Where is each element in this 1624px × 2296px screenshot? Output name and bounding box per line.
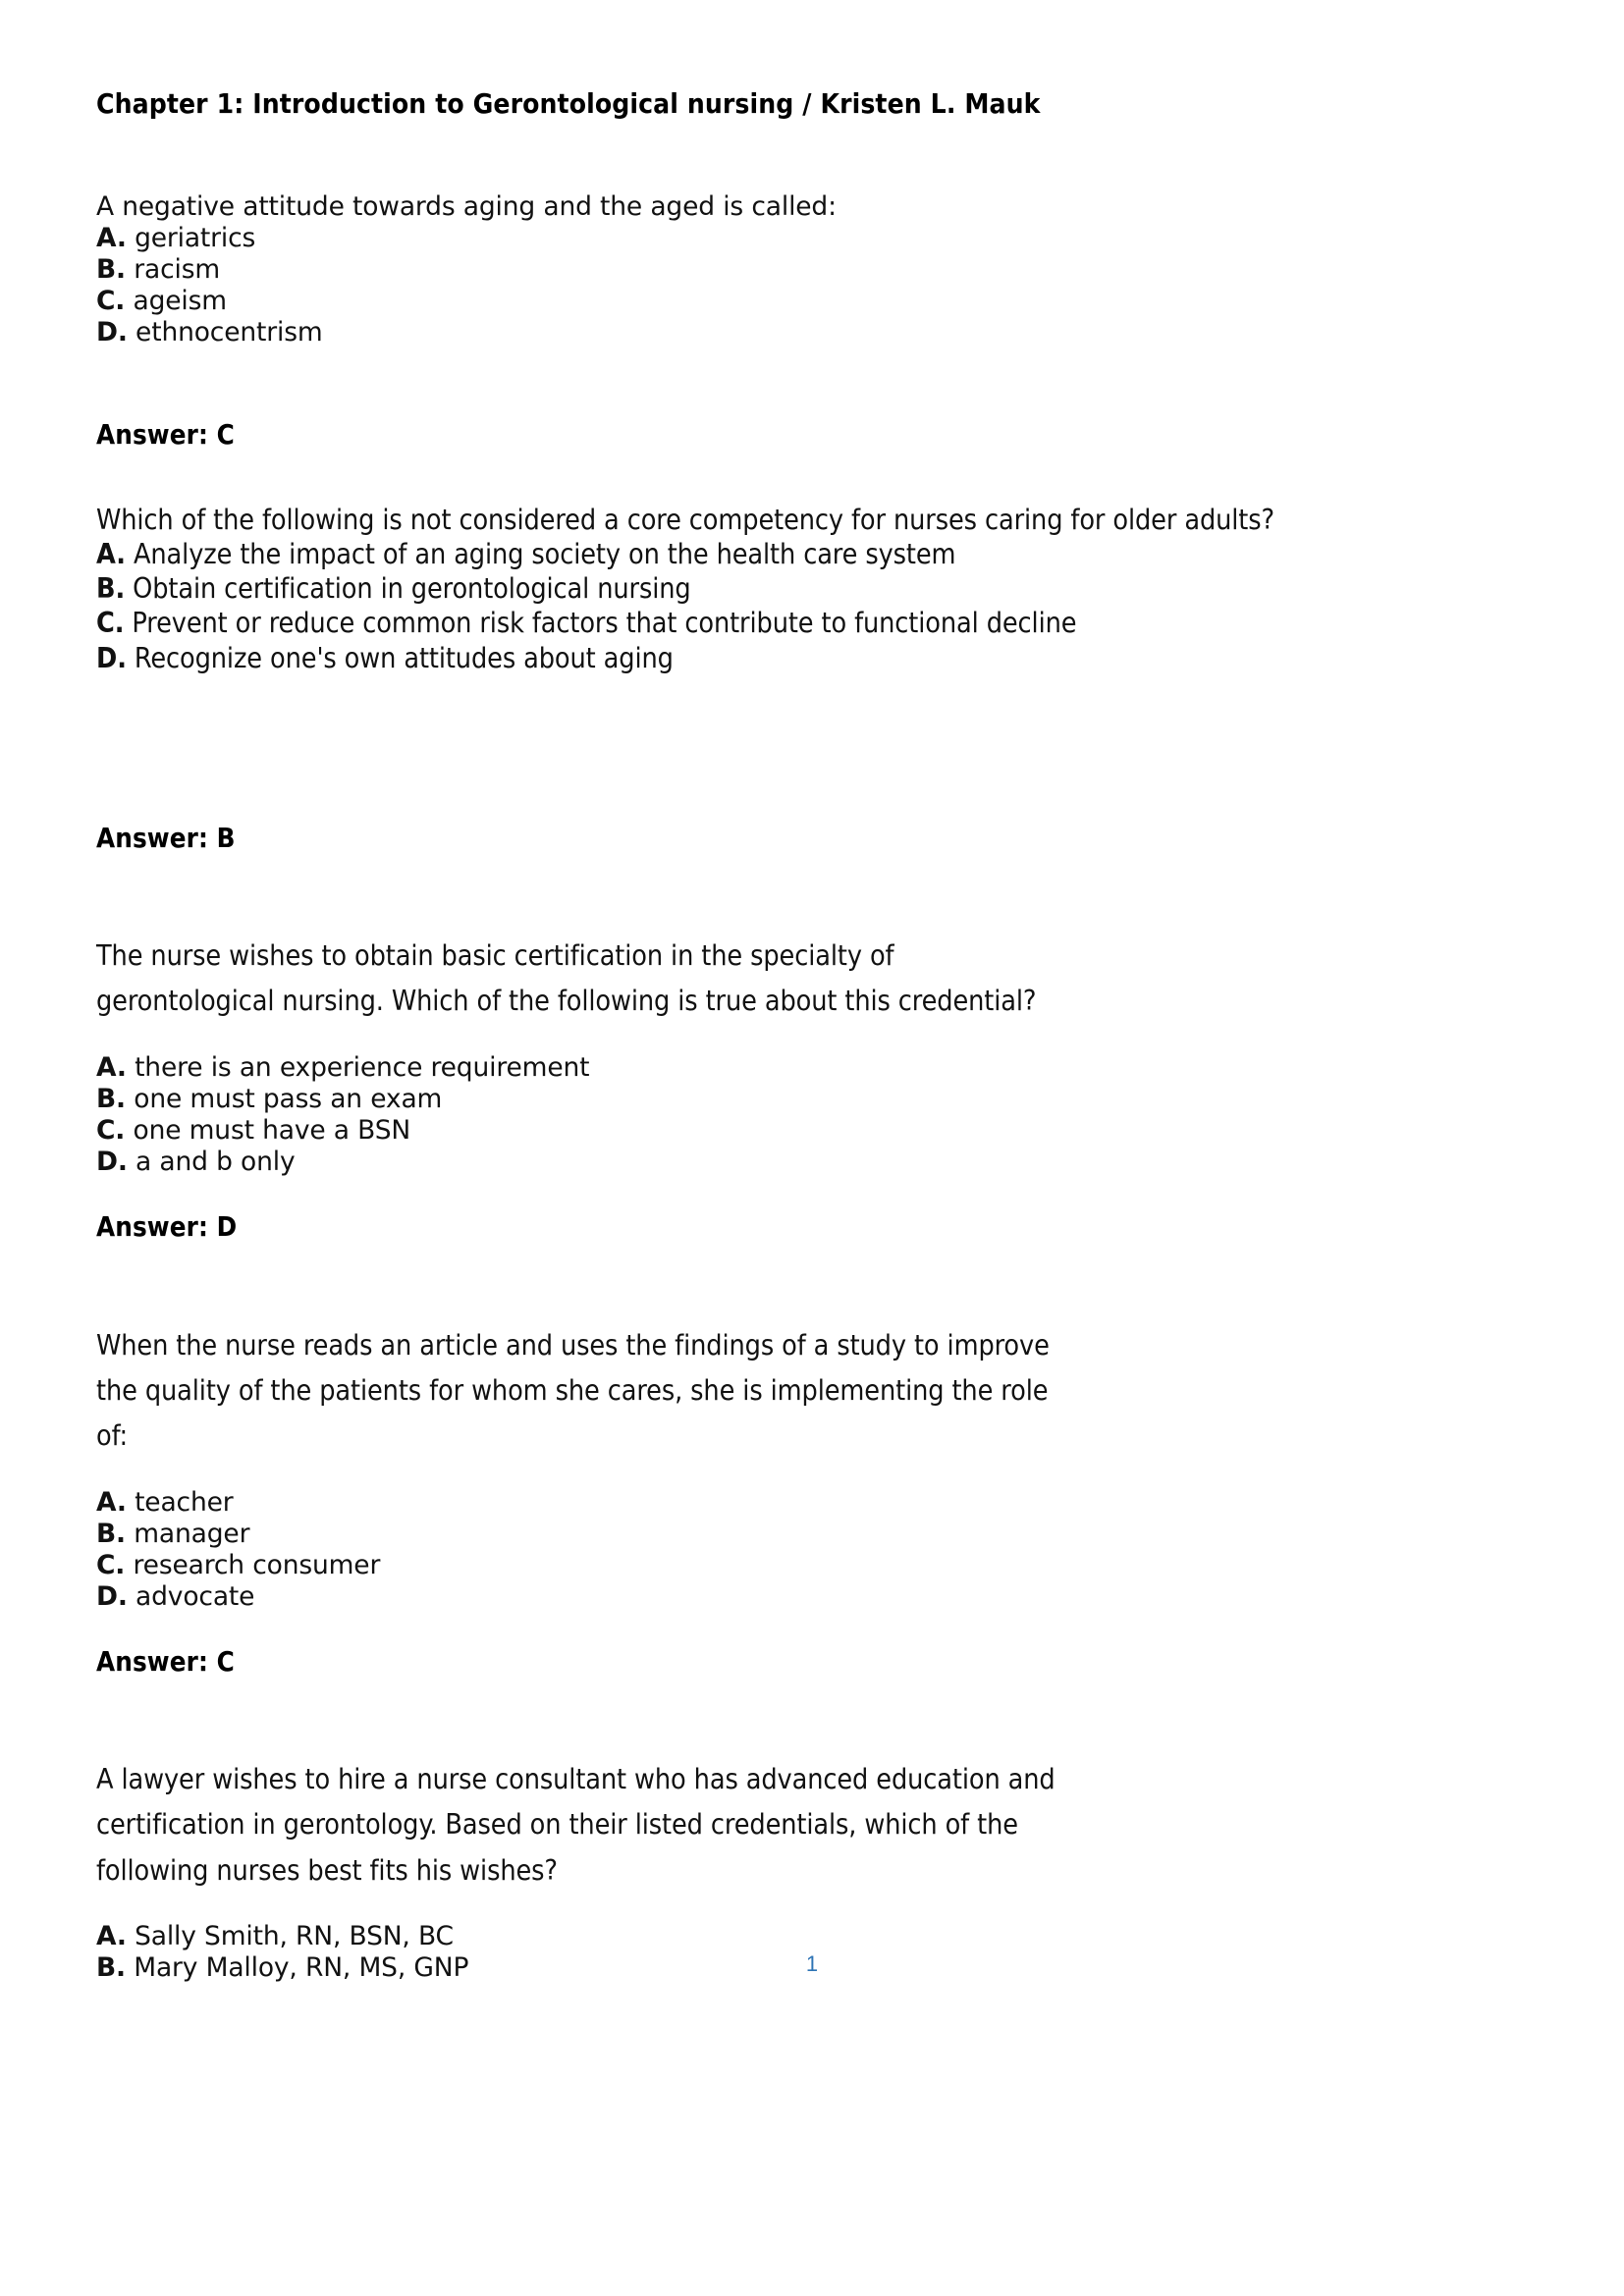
spacer	[96, 1679, 1534, 1730]
option-label: A.	[96, 1486, 127, 1518]
option-row	[96, 1921, 1534, 1952]
option-label: A.	[96, 1921, 127, 1952]
option-text: advocate	[135, 1580, 255, 1612]
option-list	[96, 1487, 1534, 1613]
option-label: C.	[96, 1114, 126, 1146]
page-number: 1	[805, 1951, 819, 1976]
option-text: Sally Smith, RN, BSN, BC	[135, 1921, 454, 1952]
option-label: A.	[96, 538, 126, 571]
option-label: C.	[96, 607, 125, 640]
spacer	[96, 675, 1534, 823]
option-row	[96, 254, 1534, 286]
question-stem: Which of the following is not considered a core competency for nurses caring for older adults?	[96, 504, 1275, 537]
question-block-3	[96, 934, 1534, 1178]
option-label: B.	[96, 254, 126, 286]
option-label: B.	[96, 1952, 126, 1984]
option-row	[96, 1115, 1534, 1147]
option-text: teacher	[135, 1486, 234, 1518]
question-stem: A lawyer wishes to hire a nurse consultant who has advanced education and certification in gerontology. Based on their listed credentials, which of the following nurses best fits his wishes?	[96, 1763, 1056, 1887]
option-label: A.	[96, 223, 127, 254]
option-text: Prevent or reduce common risk factors that contribute to functional decline	[132, 607, 1077, 640]
option-row	[96, 1550, 1534, 1581]
question-block-2	[96, 503, 1534, 674]
option-list	[96, 1052, 1534, 1178]
answer-line: Answer: B	[96, 822, 236, 854]
option-text: ageism	[133, 286, 227, 317]
option-label: D.	[96, 1580, 128, 1612]
option-label: D.	[96, 317, 128, 348]
option-label: C.	[96, 286, 126, 317]
option-row	[96, 317, 1534, 348]
option-row	[96, 1084, 1534, 1115]
option-row	[96, 1147, 1534, 1178]
spacer	[96, 121, 1534, 191]
question-block-1	[96, 191, 1534, 348]
option-label: A.	[96, 1051, 127, 1083]
option-row	[96, 223, 1534, 254]
option-row	[96, 1052, 1534, 1084]
option-text: research consumer	[133, 1549, 381, 1580]
option-text: one must have a BSN	[133, 1114, 411, 1146]
question-block-4	[96, 1323, 1534, 1613]
option-label: D.	[96, 1147, 128, 1178]
option-label: D.	[96, 641, 127, 674]
option-text: ethnocentrism	[135, 317, 323, 348]
answer-line: Answer: C	[96, 419, 235, 452]
option-text: racism	[134, 254, 221, 286]
option-text: manager	[134, 1518, 250, 1549]
question-stem: A negative attitude towards aging and the aged is called:	[96, 191, 837, 222]
option-text: Mary Malloy, RN, MS, GNP	[134, 1952, 469, 1984]
option-text: Recognize one's own attitudes about aging	[134, 641, 674, 674]
option-label: B.	[96, 572, 126, 606]
option-text: there is an experience requirement	[135, 1051, 590, 1083]
option-row	[96, 641, 1534, 675]
question-stem: When the nurse reads an article and uses the findings of a study to improve the quality of the patients for whom she cares, she is implementing the role of:	[96, 1328, 1050, 1452]
option-row	[96, 606, 1534, 640]
option-label: B.	[96, 1518, 126, 1549]
option-label: B.	[96, 1083, 126, 1114]
option-text: one must pass an exam	[134, 1083, 443, 1114]
option-row	[96, 537, 1534, 571]
option-text: Analyze the impact of an aging society on the health care system	[133, 538, 956, 571]
spacer	[96, 1244, 1534, 1295]
page-title: Chapter 1: Introduction to Gerontological nursing / Kristen L. Mauk	[96, 87, 1041, 120]
spacer	[96, 348, 1534, 419]
option-row	[96, 1519, 1534, 1550]
option-text: a and b only	[135, 1147, 296, 1178]
option-row	[96, 571, 1534, 606]
spacer	[96, 1178, 1534, 1211]
option-label: C.	[96, 1549, 126, 1580]
option-row	[96, 286, 1534, 317]
spacer	[96, 1613, 1534, 1646]
spacer	[96, 855, 1534, 906]
question-stem: The nurse wishes to obtain basic certification in the specialty of gerontological nursing. Which of the following is true about this credential?	[96, 939, 1037, 1018]
question-block-5	[96, 1757, 1534, 1984]
answer-line: Answer: C	[96, 1645, 235, 1678]
option-text: geriatrics	[135, 223, 256, 254]
answer-line: Answer: D	[96, 1211, 238, 1244]
option-row	[96, 1487, 1534, 1519]
option-row	[96, 1581, 1534, 1613]
spacer	[96, 452, 1534, 503]
option-text: Obtain certification in gerontological nursing	[133, 572, 691, 606]
